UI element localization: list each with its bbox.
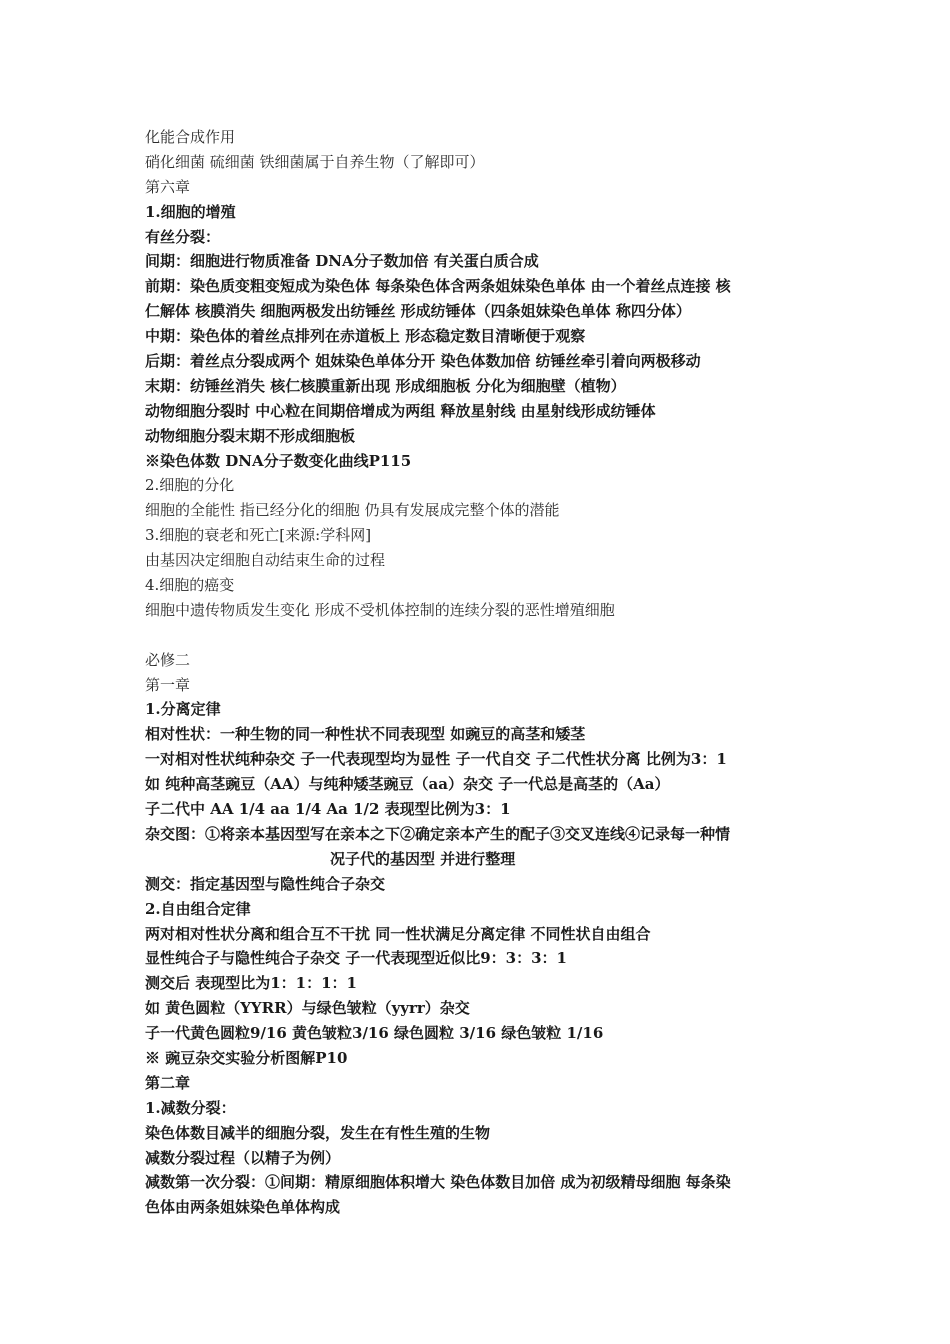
text-line: 1.分离定律 [145, 700, 221, 719]
text-line: 4.细胞的癌变 [145, 576, 235, 595]
text-line: 减数分裂过程（以精子为例） [145, 1148, 341, 1167]
text-line: 细胞中遗传物质发生变化 形成不受机体控制的连续分裂的恶性增殖细胞 [145, 600, 615, 619]
text-line: 如 纯种高茎豌豆（AA）与纯种矮茎豌豆（aa）杂交 子一代总是高茎的（Aa） [145, 775, 670, 794]
text-line: 动物细胞分裂时 中心粒在间期倍增成为两组 释放星射线 由星射线形成纺锤体 [145, 401, 656, 420]
text-line: 后期：着丝点分裂成两个 姐妹染色单体分开 染色体数加倍 纺锤丝牵引着向两极移动 [145, 352, 701, 371]
text-line: 子一代黄色圆粒9/16 黄色皱粒3/16 绿色圆粒 3/16 绿色皱粒 1/16 [145, 1024, 604, 1043]
text-line: 仁解体 核膜消失 细胞两极发出纺锤丝 形成纺锤体（四条姐妹染色单体 称四分体） [145, 302, 691, 321]
text-line: 况子代的基因型 并进行整理 [330, 849, 516, 868]
text-line: 必修二 [145, 650, 191, 669]
text-line: 前期：染色质变粗变短成为染色体 每条染色体含两条姐妹染色单体 由一个着丝点连接 核 [145, 277, 731, 296]
text-line: 杂交图：①将亲本基因型写在亲本之下②确定亲本产生的配子③交叉连线④记录每一种情 [145, 824, 731, 843]
text-line: 相对性状：一种生物的同一种性状不同表现型 如豌豆的高茎和矮茎 [145, 725, 586, 744]
text-line: ※染色体数 DNA分子数变化曲线P115 [145, 451, 412, 470]
text-line: 由基因决定细胞自动结束生命的过程 [145, 551, 386, 570]
text-line: 子二代中 AA 1/4 aa 1/4 Aa 1/2 表现型比例为3：1 [145, 800, 511, 819]
text-line: 末期：纺锤丝消失 核仁核膜重新出现 形成细胞板 分化为细胞壁（植物） [145, 376, 626, 395]
document-page [145, 125, 815, 1220]
text-line: 色体由两条姐妹染色单体构成 [145, 1198, 341, 1217]
text-line: 减数第一次分裂：①间期：精原细胞体积增大 染色体数目加倍 成为初级精母细胞 每条染 [145, 1173, 731, 1192]
text-line: 2.细胞的分化 [145, 476, 235, 495]
text-line: 细胞的全能性 指已经分化的细胞 仍具有发展成完整个体的潜能 [145, 501, 560, 520]
text-line: 染色体数目减半的细胞分裂，发生在有性生殖的生物 [145, 1123, 491, 1142]
text-line: 中期：染色体的着丝点排列在赤道板上 形态稳定数目清晰便于观察 [145, 327, 586, 346]
text-line: ※ 豌豆杂交实验分析图解P10 [145, 1048, 348, 1067]
text-line: 如 黄色圆粒（YYRR）与绿色皱粒（yyrr）杂交 [145, 999, 470, 1018]
blank-line [145, 623, 815, 648]
text-line: 化能合成作用 [145, 128, 236, 146]
text-line: 第一章 [145, 675, 191, 694]
text-line: 两对相对性状分离和组合互不干扰 同一性状满足分离定律 不同性状自由组合 [145, 924, 651, 943]
text-line: 1.减数分裂： [145, 1098, 236, 1117]
text-line: 间期：细胞进行物质准备 DNA分子数加倍 有关蛋白质合成 [145, 252, 539, 271]
text-line: 测交后 表现型比为1：1：1：1 [145, 974, 357, 993]
text-line: 第二章 [145, 1073, 191, 1092]
text-line: 硝化细菌 硫细菌 铁细菌属于自养生物（了解即可） [145, 152, 485, 171]
text-line: 第六章 [145, 177, 191, 196]
text-line: 3.细胞的衰老和死亡[来源:学科网] [145, 526, 372, 545]
text-line: 显性纯合子与隐性纯合子杂交 子一代表现型近似比9：3：3：1 [145, 949, 567, 968]
text-line: 有丝分裂： [145, 227, 221, 246]
text-line: 动物细胞分裂末期不形成细胞板 [145, 426, 356, 445]
text-line: 一对相对性状纯种杂交 子一代表现型均为显性 子一代自交 子二代性状分离 比例为3：1 [145, 750, 727, 769]
text-line: 2.自由组合定律 [145, 899, 251, 918]
text-line: 1.细胞的增殖 [145, 202, 236, 221]
text-line: 测交：指定基因型与隐性纯合子杂交 [145, 874, 386, 893]
